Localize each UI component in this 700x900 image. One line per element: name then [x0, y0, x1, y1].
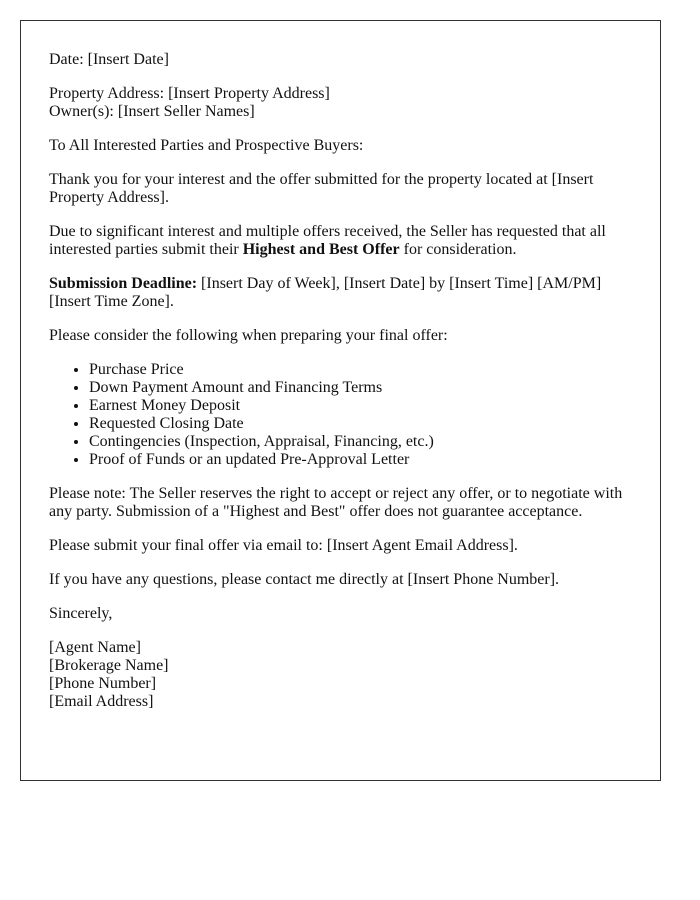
- list-item: • Down Payment Amount and Financing Terms: [89, 379, 639, 397]
- thank-you-paragraph: Thank you for your interest and the offer submitted for the property located at [Insert Property Address].: [49, 171, 594, 206]
- list-item: • Purchase Price: [89, 361, 639, 379]
- list-item: • Contingencies (Inspection, Appraisal, Financing, etc.): [89, 433, 639, 451]
- list-item: • Proof of Funds or an updated Pre-Approval Letter: [89, 451, 639, 469]
- highest-and-best-offer-emphasis: Highest and Best Offer: [242, 241, 400, 258]
- agent-name: [Agent Name]: [49, 639, 141, 656]
- submit-instructions: Please submit your final offer via email to: [Insert Agent Email Address].: [49, 537, 518, 554]
- list-item: • Requested Closing Date: [89, 415, 639, 433]
- property-address-line: Property Address: [Insert Property Address]: [49, 85, 330, 102]
- signature-block: [49, 639, 639, 711]
- deadline-text: [Insert Day of Week], [Insert Date] by [Insert Time] [AM/PM] [Insert Time Zone].: [49, 275, 602, 310]
- consider-list: [49, 361, 639, 469]
- letter-document: [20, 20, 661, 781]
- property-info: [49, 85, 639, 121]
- note-paragraph: Please note: The Seller reserves the right to accept or reject any offer, or to negotiate with any party. Submission of a "Highest and Best" offer does not guarantee acceptance.: [49, 485, 623, 520]
- owners-line: Owner(s): [Insert Seller Names]: [49, 103, 255, 120]
- list-item: • Earnest Money Deposit: [89, 397, 639, 415]
- request-text-before: Due to significant interest and multiple offers received, the Seller has requested that all interested parties submit their: [49, 223, 606, 258]
- request-text-after: for consideration.: [399, 241, 517, 258]
- letter-body: [49, 51, 639, 711]
- phone-number: [Phone Number]: [49, 675, 157, 692]
- closing: Sincerely,: [49, 605, 113, 622]
- questions-paragraph: If you have any questions, please contact me directly at [Insert Phone Number].: [49, 571, 560, 588]
- deadline-label: Submission Deadline:: [49, 275, 198, 292]
- consider-intro: Please consider the following when preparing your final offer:: [49, 327, 448, 344]
- date-line: Date: [Insert Date]: [49, 51, 169, 68]
- salutation: To All Interested Parties and Prospective Buyers:: [49, 137, 364, 154]
- email-address: [Email Address]: [49, 693, 154, 710]
- request-paragraph: [49, 223, 639, 259]
- deadline-paragraph: [49, 275, 639, 311]
- brokerage-name: [Brokerage Name]: [49, 657, 169, 674]
